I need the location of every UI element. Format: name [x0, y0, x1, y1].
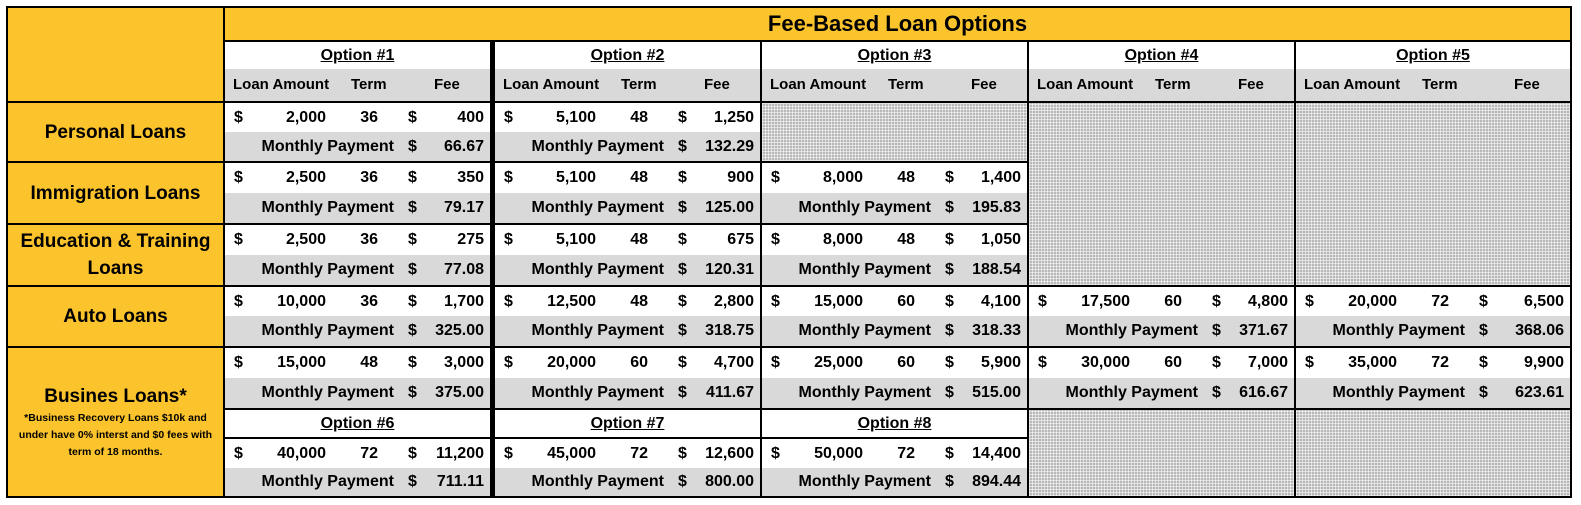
currency-symbol: $	[678, 138, 687, 155]
header-loan-amount: Loan Amount	[770, 76, 867, 93]
currency-symbol: $	[1305, 354, 1314, 371]
loan-values-row	[225, 287, 490, 316]
currency-symbol: $	[1212, 354, 1221, 371]
loan-fee: 1,700	[443, 293, 484, 310]
monthly-payment-label: Monthly Payment	[798, 261, 931, 278]
monthly-payment-label: Monthly Payment	[261, 322, 394, 339]
loan-amount: 30,000	[1081, 354, 1130, 371]
loan-amount: 50,000	[814, 445, 863, 462]
category-education	[8, 225, 223, 285]
monthly-payment-row	[762, 316, 1027, 346]
loan-amount: 5,100	[555, 231, 596, 248]
currency-symbol: $	[945, 445, 954, 462]
monthly-payment-value: 318.75	[705, 322, 754, 339]
category-auto: Auto Loans	[8, 287, 223, 346]
currency-symbol: $	[678, 231, 687, 248]
monthly-payment-row	[1296, 316, 1570, 346]
loan-values-row	[225, 225, 490, 255]
monthly-payment-value: 616.67	[1239, 384, 1288, 401]
monthly-payment-value: 515.00	[972, 384, 1021, 401]
header-term: Term	[1422, 76, 1458, 93]
loan-values-row	[225, 103, 490, 132]
loan-term: 36	[360, 169, 378, 186]
option-header: Option #4	[1029, 42, 1294, 69]
monthly-payment-row	[762, 468, 1027, 496]
loan-values-row	[1296, 348, 1570, 378]
currency-symbol: $	[234, 293, 243, 310]
monthly-payment-label: Monthly Payment	[1332, 384, 1465, 401]
currency-symbol: $	[945, 293, 954, 310]
currency-symbol: $	[678, 199, 687, 216]
empty-cell	[1296, 410, 1570, 496]
column-header-row	[1029, 69, 1294, 101]
currency-symbol: $	[504, 109, 513, 126]
loan-values-row	[495, 103, 760, 132]
currency-symbol: $	[945, 384, 954, 401]
empty-cell	[1029, 103, 1294, 285]
loan-fee: 4,100	[980, 293, 1021, 310]
currency-symbol: $	[945, 322, 954, 339]
loan-term: 48	[630, 109, 648, 126]
currency-symbol: $	[408, 231, 417, 248]
header-fee: Fee	[434, 76, 460, 93]
loan-fee: 1,400	[980, 169, 1021, 186]
monthly-payment-label: Monthly Payment	[261, 138, 394, 155]
loan-values-row	[495, 348, 760, 378]
header-term: Term	[351, 76, 387, 93]
loan-fee: 4,700	[713, 354, 754, 371]
monthly-payment-row	[225, 316, 490, 346]
loan-term: 60	[897, 293, 915, 310]
loan-amount: 40,000	[277, 445, 326, 462]
currency-symbol: $	[678, 322, 687, 339]
currency-symbol: $	[408, 384, 417, 401]
category-personal: Personal Loans	[8, 103, 223, 161]
currency-symbol: $	[408, 169, 417, 186]
loan-fee: 9,900	[1523, 354, 1564, 371]
monthly-payment-label: Monthly Payment	[531, 473, 664, 490]
monthly-payment-label: Monthly Payment	[1065, 384, 1198, 401]
monthly-payment-row	[495, 132, 760, 161]
loan-amount: 12,500	[547, 293, 596, 310]
monthly-payment-row	[495, 316, 760, 346]
column-header-row	[762, 69, 1027, 101]
option-header: Option #1	[225, 42, 490, 69]
loan-amount: 5,100	[555, 169, 596, 186]
column-header-row	[1296, 69, 1570, 101]
option-header: Option #3	[762, 42, 1027, 69]
currency-symbol: $	[1038, 354, 1047, 371]
monthly-payment-value: 711.11	[436, 473, 484, 490]
loan-values-row	[1029, 348, 1294, 378]
header-term: Term	[1155, 76, 1191, 93]
monthly-payment-row	[495, 468, 760, 496]
monthly-payment-value: 411.67	[705, 384, 754, 401]
loan-values-row	[762, 439, 1027, 468]
loan-term: 48	[630, 169, 648, 186]
monthly-payment-label: Monthly Payment	[798, 322, 931, 339]
monthly-payment-row	[1029, 316, 1294, 346]
monthly-payment-row	[1029, 378, 1294, 408]
currency-symbol: $	[771, 354, 780, 371]
currency-symbol: $	[504, 231, 513, 248]
loan-amount: 17,500	[1081, 293, 1130, 310]
loan-fee: 4,800	[1247, 293, 1288, 310]
category-education-line2: Loans	[87, 258, 144, 279]
loan-amount: 10,000	[277, 293, 326, 310]
currency-symbol: $	[234, 231, 243, 248]
monthly-payment-row	[762, 255, 1027, 285]
loan-term: 60	[897, 354, 915, 371]
currency-symbol: $	[408, 473, 417, 490]
monthly-payment-label: Monthly Payment	[531, 138, 664, 155]
currency-symbol: $	[678, 445, 687, 462]
currency-symbol: $	[678, 354, 687, 371]
loan-amount: 5,100	[555, 109, 596, 126]
loan-values-row	[495, 225, 760, 255]
currency-symbol: $	[408, 293, 417, 310]
loan-values-row	[495, 439, 760, 468]
monthly-payment-row	[762, 378, 1027, 408]
currency-symbol: $	[408, 199, 417, 216]
option-header: Option #8	[762, 410, 1027, 437]
loan-amount: 8,000	[822, 169, 863, 186]
monthly-payment-value: 77.08	[443, 261, 484, 278]
currency-symbol: $	[408, 261, 417, 278]
column-header-row	[225, 69, 490, 101]
monthly-payment-label: Monthly Payment	[261, 199, 394, 216]
loan-values-row	[762, 163, 1027, 193]
header-loan-amount: Loan Amount	[1037, 76, 1134, 93]
loan-term: 60	[1164, 293, 1182, 310]
monthly-payment-row	[225, 193, 490, 223]
monthly-payment-value: 188.54	[972, 261, 1021, 278]
monthly-payment-label: Monthly Payment	[1332, 322, 1465, 339]
loan-fee: 11,200	[435, 445, 484, 462]
monthly-payment-value: 894.44	[972, 473, 1021, 490]
currency-symbol: $	[408, 445, 417, 462]
loan-fee: 2,800	[713, 293, 754, 310]
header-fee: Fee	[971, 76, 997, 93]
loan-fee: 12,600	[705, 445, 754, 462]
currency-symbol: $	[408, 354, 417, 371]
currency-symbol: $	[945, 473, 954, 490]
category-business-label: Busines Loans*	[44, 385, 187, 407]
monthly-payment-label: Monthly Payment	[261, 473, 394, 490]
monthly-payment-label: Monthly Payment	[261, 261, 394, 278]
loan-amount: 8,000	[822, 231, 863, 248]
monthly-payment-value: 325.00	[435, 322, 484, 339]
monthly-payment-label: Monthly Payment	[798, 384, 931, 401]
currency-symbol: $	[945, 354, 954, 371]
currency-symbol: $	[408, 322, 417, 339]
loan-term: 48	[630, 231, 648, 248]
currency-symbol: $	[678, 261, 687, 278]
loan-amount: 2,500	[285, 231, 326, 248]
monthly-payment-label: Monthly Payment	[798, 473, 931, 490]
loan-amount: 15,000	[277, 354, 326, 371]
loan-fee: 6,500	[1523, 293, 1564, 310]
currency-symbol: $	[678, 384, 687, 401]
loan-fee: 7,000	[1247, 354, 1288, 371]
currency-symbol: $	[504, 169, 513, 186]
monthly-payment-row	[495, 378, 760, 408]
currency-symbol: $	[1479, 354, 1488, 371]
loan-amount: 20,000	[547, 354, 596, 371]
currency-symbol: $	[234, 169, 243, 186]
loan-fee: 350	[457, 169, 484, 186]
category-business	[8, 348, 223, 496]
header-fee: Fee	[1238, 76, 1264, 93]
currency-symbol: $	[678, 473, 687, 490]
empty-cell	[1029, 410, 1294, 496]
currency-symbol: $	[1305, 293, 1314, 310]
column-header-row	[495, 69, 760, 101]
currency-symbol: $	[1479, 384, 1488, 401]
loan-values-row	[1029, 287, 1294, 316]
monthly-payment-label: Monthly Payment	[531, 199, 664, 216]
currency-symbol: $	[504, 445, 513, 462]
loan-amount: 20,000	[1348, 293, 1397, 310]
monthly-payment-row	[495, 255, 760, 285]
loan-term: 72	[630, 445, 648, 462]
monthly-payment-row	[225, 255, 490, 285]
currency-symbol: $	[678, 293, 687, 310]
monthly-payment-row	[1296, 378, 1570, 408]
option-header: Option #5	[1296, 42, 1570, 69]
currency-symbol: $	[771, 231, 780, 248]
loan-amount: 15,000	[814, 293, 863, 310]
corner-cell	[8, 8, 223, 101]
loan-term: 48	[360, 354, 378, 371]
monthly-payment-value: 132.29	[705, 138, 754, 155]
header-loan-amount: Loan Amount	[233, 76, 330, 93]
currency-symbol: $	[1479, 322, 1488, 339]
monthly-payment-value: 318.33	[972, 322, 1021, 339]
loan-values-row	[495, 163, 760, 193]
option-header: Option #6	[225, 410, 490, 437]
loan-term: 36	[360, 293, 378, 310]
currency-symbol: $	[504, 293, 513, 310]
monthly-payment-row	[225, 468, 490, 496]
loan-term: 48	[897, 231, 915, 248]
header-fee: Fee	[1514, 76, 1540, 93]
monthly-payment-value: 371.67	[1239, 322, 1288, 339]
loan-amount: 25,000	[814, 354, 863, 371]
currency-symbol: $	[771, 445, 780, 462]
category-immigration: Immigration Loans	[8, 163, 223, 223]
currency-symbol: $	[1212, 293, 1221, 310]
monthly-payment-row	[225, 378, 490, 408]
loan-term: 48	[630, 293, 648, 310]
currency-symbol: $	[1038, 293, 1047, 310]
monthly-payment-value: 120.31	[705, 261, 754, 278]
loan-fee: 14,400	[972, 445, 1021, 462]
monthly-payment-value: 79.17	[443, 199, 484, 216]
loan-fee: 400	[457, 109, 484, 126]
loan-values-row	[762, 348, 1027, 378]
currency-symbol: $	[771, 169, 780, 186]
currency-symbol: $	[945, 169, 954, 186]
loan-fee: 900	[727, 169, 754, 186]
currency-symbol: $	[678, 169, 687, 186]
header-term: Term	[888, 76, 924, 93]
monthly-payment-value: 125.00	[705, 199, 754, 216]
monthly-payment-label: Monthly Payment	[531, 261, 664, 278]
loan-amount: 2,000	[285, 109, 326, 126]
loan-term: 72	[360, 445, 378, 462]
category-education-line1: Education & Training	[20, 231, 211, 252]
currency-symbol: $	[1479, 293, 1488, 310]
loan-term: 36	[360, 109, 378, 126]
loan-options-table	[6, 6, 1572, 498]
currency-symbol: $	[234, 445, 243, 462]
loan-term: 72	[897, 445, 915, 462]
monthly-payment-value: 800.00	[705, 473, 754, 490]
monthly-payment-row	[762, 193, 1027, 223]
loan-amount: 35,000	[1348, 354, 1397, 371]
monthly-payment-value: 66.67	[443, 138, 484, 155]
monthly-payment-label: Monthly Payment	[531, 384, 664, 401]
loan-values-row	[225, 163, 490, 193]
loan-values-row	[762, 225, 1027, 255]
currency-symbol: $	[945, 261, 954, 278]
loan-term: 48	[897, 169, 915, 186]
monthly-payment-value: 623.61	[1515, 384, 1564, 401]
loan-values-row	[495, 287, 760, 316]
currency-symbol: $	[234, 109, 243, 126]
currency-symbol: $	[234, 354, 243, 371]
currency-symbol: $	[678, 109, 687, 126]
loan-fee: 5,900	[980, 354, 1021, 371]
currency-symbol: $	[945, 231, 954, 248]
monthly-payment-label: Monthly Payment	[261, 384, 394, 401]
currency-symbol: $	[945, 199, 954, 216]
option-header: Option #2	[495, 42, 760, 69]
currency-symbol: $	[408, 109, 417, 126]
loan-values-row	[225, 348, 490, 378]
monthly-payment-label: Monthly Payment	[531, 322, 664, 339]
business-note: *Business Recovery Loans $10k and under have 0% interst and $0 fees with term of 18 months.	[18, 412, 213, 458]
loan-values-row	[1296, 287, 1570, 316]
empty-cell	[1296, 103, 1570, 285]
currency-symbol: $	[408, 138, 417, 155]
loan-term: 36	[360, 231, 378, 248]
loan-term: 60	[1164, 354, 1182, 371]
loan-fee: 1,250	[713, 109, 754, 126]
monthly-payment-value: 195.83	[972, 199, 1021, 216]
loan-values-row	[762, 287, 1027, 316]
option-header: Option #7	[495, 410, 760, 437]
loan-fee: 275	[457, 231, 484, 248]
header-loan-amount: Loan Amount	[1304, 76, 1401, 93]
monthly-payment-value: 368.06	[1515, 322, 1564, 339]
currency-symbol: $	[504, 354, 513, 371]
loan-fee: 3,000	[443, 354, 484, 371]
currency-symbol: $	[771, 293, 780, 310]
monthly-payment-label: Monthly Payment	[1065, 322, 1198, 339]
currency-symbol: $	[1212, 322, 1221, 339]
header-loan-amount: Loan Amount	[503, 76, 600, 93]
header-term: Term	[621, 76, 657, 93]
monthly-payment-row	[225, 132, 490, 161]
currency-symbol: $	[1212, 384, 1221, 401]
monthly-payment-value: 375.00	[435, 384, 484, 401]
table-title: Fee-Based Loan Options	[225, 8, 1570, 40]
header-fee: Fee	[704, 76, 730, 93]
loan-fee: 1,050	[980, 231, 1021, 248]
loan-values-row	[225, 439, 490, 468]
monthly-payment-label: Monthly Payment	[798, 199, 931, 216]
loan-amount: 45,000	[547, 445, 596, 462]
loan-term: 60	[630, 354, 648, 371]
loan-amount: 2,500	[285, 169, 326, 186]
loan-term: 72	[1431, 354, 1449, 371]
loan-term: 72	[1431, 293, 1449, 310]
empty-cell	[762, 103, 1027, 161]
monthly-payment-row	[495, 193, 760, 223]
loan-fee: 675	[727, 231, 754, 248]
